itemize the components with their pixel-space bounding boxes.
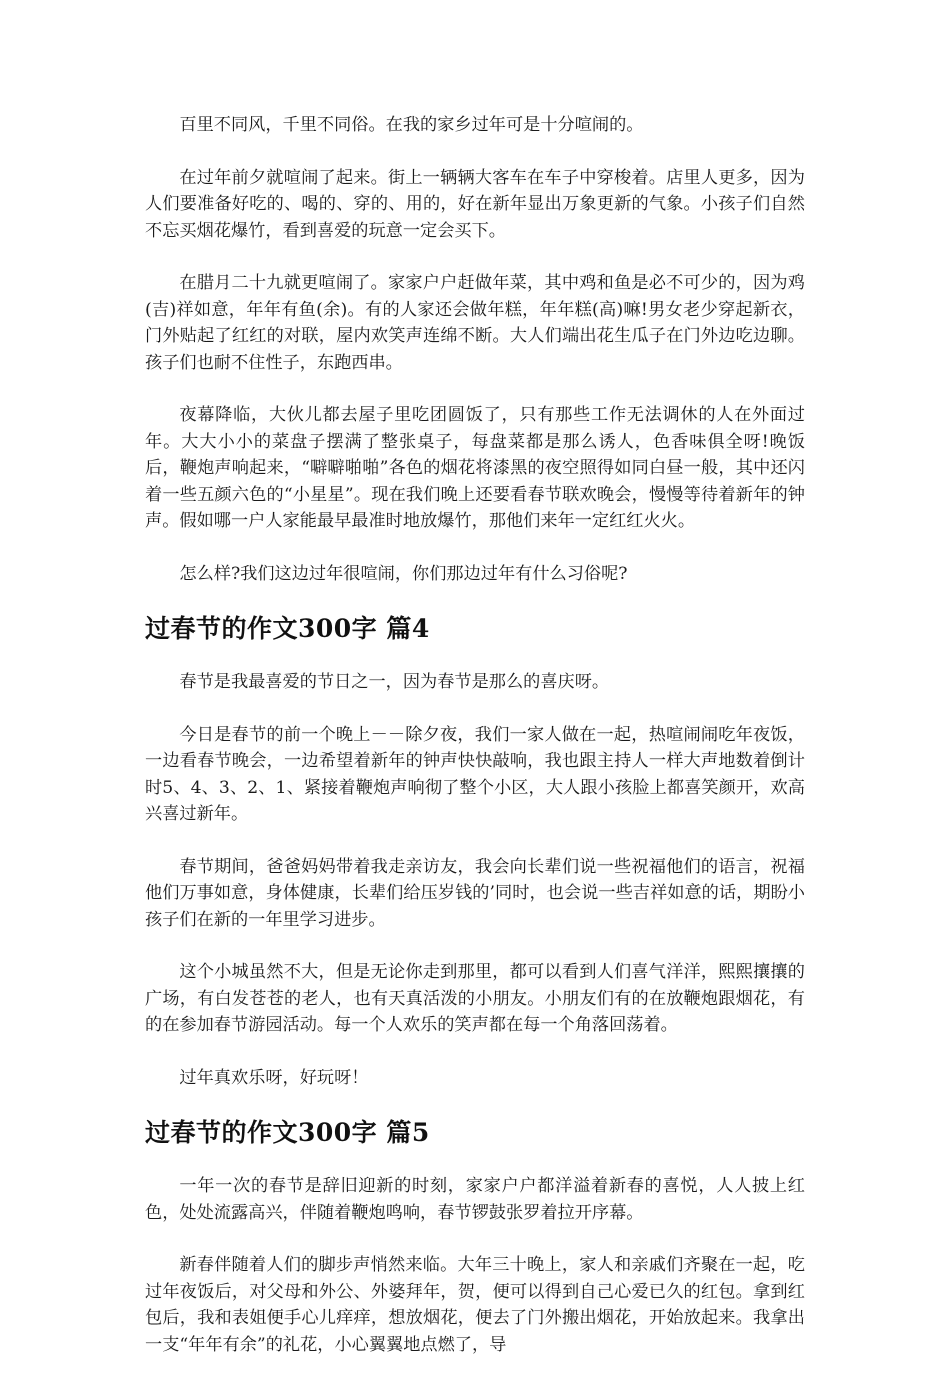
paragraph: 夜幕降临，大伙儿都去屋子里吃团圆饭了，只有那些工作无法调休的人在外面过年。大大小小的菜盘子摆满了整张桌子，每盘菜都是那么诱人，色香味俱全呀!晚饭后，鞭炮声响起来，“噼噼啪啪”各色的烟花将漆黑的夜空照得如同白昼一般，其中还闪着一些五颜六色的“小星星”。现在我们晚上还要看春节联欢晚会，慢慢等待着新年的钟声。假如哪一户人家能最早最准时地放爆竹，那他们来年一定红红火火。 bbox=[145, 405, 805, 531]
paragraph: 这个小城虽然不大，但是无论你走到那里，都可以看到人们喜气洋洋，熙熙攘攘的广场，有白发苍苍的老人，也有天真活泼的小朋友。小朋友们有的在放鞭炮跟烟花，有的在参加春节游园活动。每一个人欢乐的笑声都在每一个角落回荡着。 bbox=[145, 962, 805, 1035]
paragraph: 在过年前夕就喧闹了起来。街上一辆辆大客车在车子中穿梭着。店里人更多，因为人们要准备好吃的、喝的、穿的、用的，好在新年显出万象更新的气象。小孩子们自然不忘买烟花爆竹，看到喜爱的玩意一定会买下。 bbox=[145, 167, 805, 241]
essay-section-5 bbox=[145, 1117, 805, 1358]
paragraph: 春节期间，爸爸妈妈带着我走亲访友，我会向长辈们说一些祝福他们的语言，祝福他们万事如意，身体健康，长辈们给压岁钱的’同时，也会说一些吉祥如意的话，期盼小孩子们在新的一年里学习进步。 bbox=[145, 856, 805, 930]
paragraph: 今日是春节的前一个晚上－－除夕夜，我们一家人做在一起，热喧闹闹吃年夜饭，一边看春节晚会，一边希望着新年的钟声快快敲响，我也跟主持人一样大声地数着倒计时5、4、3、2、1、紧接着鞭炮声响彻了整个小区，大人跟小孩脸上都喜笑颜开，欢高兴喜过新年。 bbox=[145, 724, 805, 824]
paragraph: 一年一次的春节是辞旧迎新的时刻，家家户户都洋溢着新春的喜悦，人人披上红色，处处流露高兴，伴随着鞭炮鸣响，春节锣鼓张罗着拉开序幕。 bbox=[145, 1176, 805, 1223]
paragraph: 新春伴随着人们的脚步声悄然来临。大年三十晚上，家人和亲戚们齐聚在一起，吃过年夜饭后，对父母和外公、外婆拜年，贺，便可以得到自己心爱已久的红包。拿到红包后，我和表姐便手心儿痒痒，想放烟花，便去了门外搬出烟花，开始放起来。我拿出一支“年年有余”的礼花，小心翼翼地点燃了，导 bbox=[145, 1255, 805, 1355]
paragraph: 怎么样?我们这边过年很喧闹，你们那边过年有什么习俗呢? bbox=[179, 563, 628, 584]
essay-section-3 bbox=[145, 112, 805, 587]
document-page bbox=[145, 112, 805, 1384]
paragraph: 春节是我最喜爱的节日之一，因为春节是那么的喜庆呀。 bbox=[179, 672, 610, 692]
paragraph: 过年真欢乐呀，好玩呀！ bbox=[179, 1067, 369, 1088]
paragraph: 在腊月二十九就更喧闹了。家家户户赶做年菜，其中鸡和鱼是必不可少的，因为鸡(吉)祥如意，年年有鱼(余)。有的人家还会做年糕，年年糕(高)嘛!男女老少穿起新衣，门外贴起了红红的对联，屋内欢笑声连绵不断。大人们端出花生瓜子在门外边吃边聊。孩子们也耐不住性子，东跑西串。 bbox=[145, 273, 805, 373]
section-heading: 过春节的作文300字 篇4 bbox=[145, 614, 430, 643]
essay-section-4 bbox=[145, 613, 805, 1091]
section-heading: 过春节的作文300字 篇5 bbox=[145, 1118, 430, 1147]
paragraph: 百里不同风，千里不同俗。在我的家乡过年可是十分喧闹的。 bbox=[179, 115, 644, 135]
